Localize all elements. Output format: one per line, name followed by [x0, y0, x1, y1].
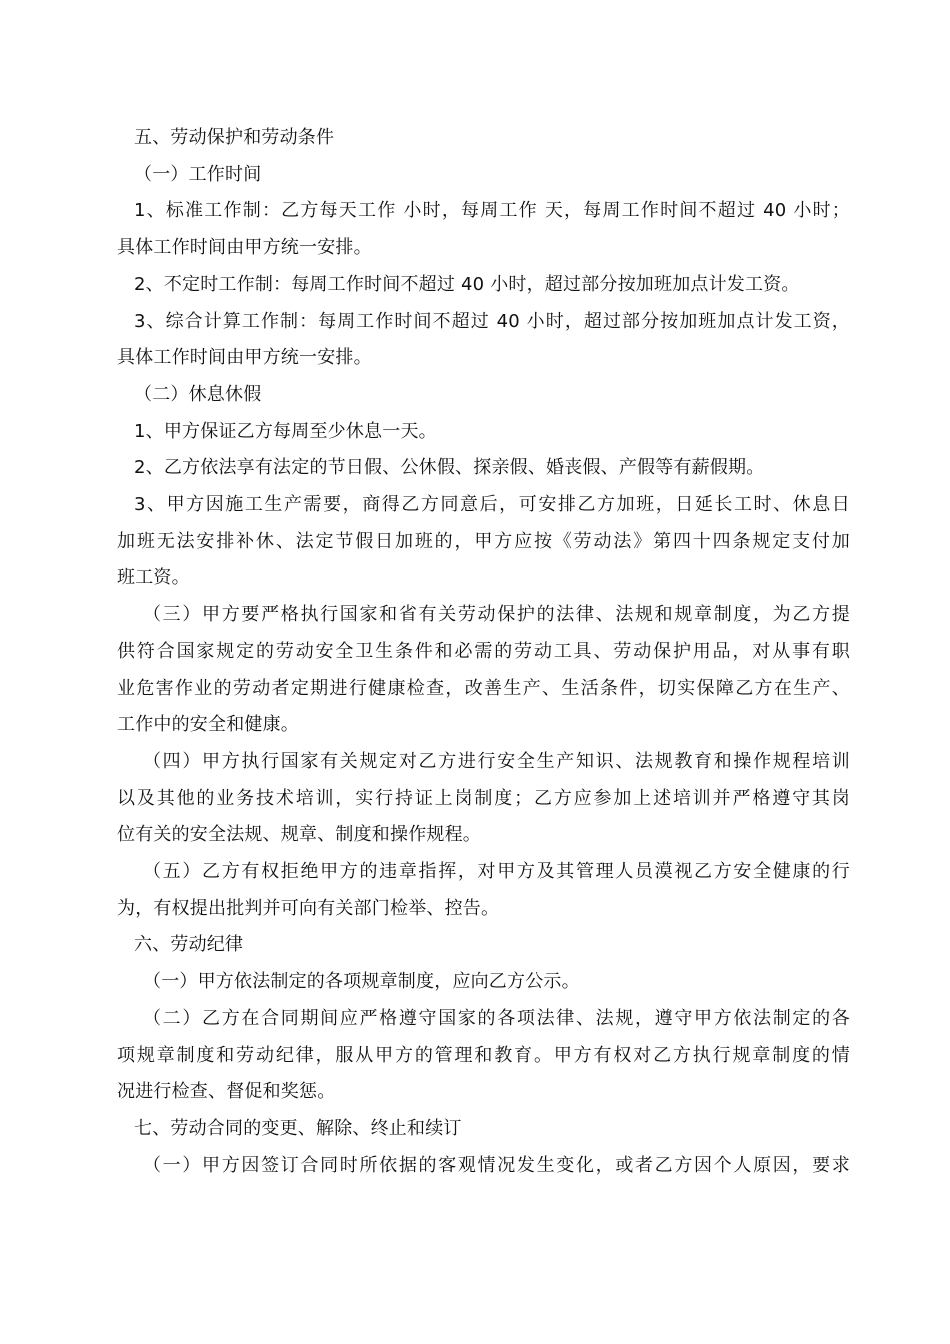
document-line: （三）甲方要严格执行国家和省有关劳动保护的法律、法规和规章制度，为乙方提	[143, 604, 850, 626]
document-line: （二）休息休假	[134, 383, 262, 405]
document-line: 1、标准工作制：乙方每天工作 小时，每周工作 天，每周工作时间不超过 40 小时；	[134, 200, 850, 222]
document-line: （一）甲方依法制定的各项规章制度，应向乙方公示。	[143, 971, 580, 993]
document-line: 1、甲方保证乙方每周至少休息一天。	[134, 420, 437, 442]
document-line: 以及其他的业务技术培训，实行持证上岗制度；乙方应参加上述培训并严格遵守其岗	[117, 787, 850, 809]
document-line: 为，有权提出批判并可向有关部门检举、控告。	[117, 897, 500, 919]
document-line: （四）甲方执行国家有关规定对乙方进行安全生产知识、法规教育和操作规程培训	[143, 750, 850, 772]
document-line: 位有关的安全法规、规章、制度和操作规程。	[117, 824, 481, 846]
document-line: 3、甲方因施工生产需要，商得乙方同意后，可安排乙方加班，日延长工时、休息日	[134, 494, 850, 516]
document-line: 2、乙方依法享有法定的节日假、公休假、探亲假、婚丧假、产假等有薪假期。	[134, 457, 765, 479]
document-line: （一）工作时间	[134, 163, 262, 185]
document-line: （五）乙方有权拒绝甲方的违章指挥，对甲方及其管理人员漠视乙方安全健康的行	[143, 861, 850, 883]
document-line: 五、劳动保护和劳动条件	[134, 127, 335, 148]
document-line: 工作中的安全和健康。	[117, 714, 299, 736]
document-line: 六、劳动纪律	[134, 934, 244, 956]
document-line: 业危害作业的劳动者定期进行健康检查，改善生产、生活条件，切实保障乙方在生产、	[117, 677, 850, 699]
document-line: 七、劳动合同的变更、解除、终止和续订	[134, 1117, 462, 1139]
document-line: 具体工作时间由甲方统一安排。	[117, 347, 372, 369]
document-line: 加班无法安排补休、法定节假日加班的，甲方应按《劳动法》第四十四条规定支付加	[117, 530, 850, 552]
document-line: 班工资。	[117, 567, 190, 589]
document-line: 3、综合计算工作制：每周工作时间不超过 40 小时，超过部分按加班加点计发工资，	[134, 310, 850, 332]
document-body	[117, 120, 850, 1184]
document-line: 具体工作时间由甲方统一安排。	[117, 237, 372, 259]
document-line: 项规章制度和劳动纪律，服从甲方的管理和教育。甲方有权对乙方执行规章制度的情	[117, 1044, 850, 1066]
document-line: （二）乙方在合同期间应严格遵守国家的各项法律、法规，遵守甲方依法制定的各	[143, 1007, 850, 1029]
document-line: 况进行检查、督促和奖惩。	[117, 1081, 336, 1103]
document-line: 2、不定时工作制：每周工作时间不超过 40 小时，超过部分按加班加点计发工资。	[134, 273, 800, 295]
document-line: 供符合国家规定的劳动安全卫生条件和必需的劳动工具、劳动保护用品，对从事有职	[117, 640, 850, 662]
document-line: （一）甲方因签订合同时所依据的客观情况发生变化，或者乙方因个人原因，要求	[143, 1154, 850, 1176]
